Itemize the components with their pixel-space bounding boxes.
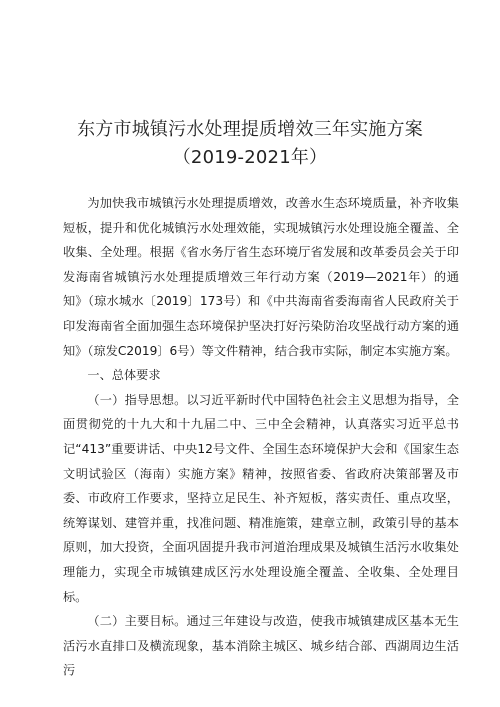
paragraph-main-goals: （二）主要目标。通过三年建设与改造，使我市城镇建成区基本无生活污水直排口及横流现象，基本消除主城区、城乡结合部、西湖周边生活污: [63, 614, 459, 678]
document-body: [63, 191, 459, 683]
document-title-years: （2019-2021年）: [172, 147, 328, 168]
document-title: 东方市城镇污水处理提质增效三年实施方案: [77, 119, 423, 140]
section-heading-overall: 一、总体要求: [87, 368, 161, 383]
intro-paragraph: 为加快我市城镇污水处理提质增效，改善水生态环境质量，补齐收集短板，提升和优化城镇污水处理效能，实现城镇污水处理设施全覆盖、全收集、全处理。根据《省水务厅省生态环境厅省发展和改革委员会关于印发海南省城镇污水处理提质增效三年行动方案（2019—2021年）的通知》（琼水城水〔2019〕173号）和《中共海南省委海南省人民政府关于印发海南省全面加强生态环境保护坚决打好污染防治攻坚战行动方案的通知》（琼发C2019〕6号）等文件精神，结合我市实际，制定本实施方案。: [63, 196, 459, 358]
paragraph-guiding-ideology: （一）指导思想。以习近平新时代中国特色社会主义思想为指导，全面贯彻党的十九大和十九届二中、三中全会精神，认真落实习近平总书记“413”重要讲话、中央12号文件、全国生态环境保护大会和《国家生态文明试验区（海南）实施方案》精神，按照省委、省政府决策部署及市委、市政府工作要求，坚持立足民生、补齐短板，落实责任、重点攻坚，统筹谋划、建管并重，找准问题、精准施策，建章立制，政策引导的基本原则，加大投资，全面巩固提升我市河道治理成果及城镇生活污水收集处理能力，实现全市城镇建成区污水处理设施全覆盖、全收集、全处理目标。: [63, 392, 459, 604]
